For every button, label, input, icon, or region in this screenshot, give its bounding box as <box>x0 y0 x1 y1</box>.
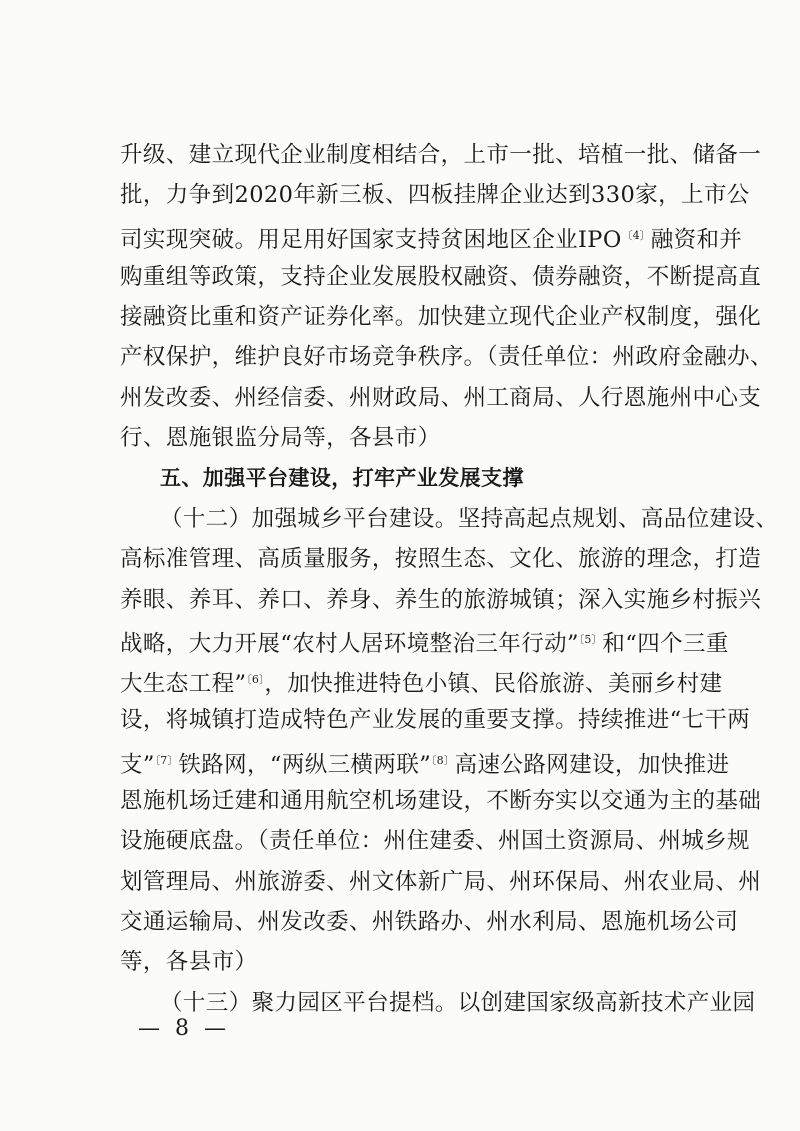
body-line: 等，各县市） <box>120 949 258 975</box>
body-line <box>120 221 743 255</box>
footnote-ref: 〔4〕 <box>621 229 651 242</box>
body-line: 设施硬底盘。（责任单位：州住建委、州国土资源局、州城乡规 <box>120 828 750 854</box>
section-heading: 五、加强平台建设，打牢产业发展支撑 <box>160 466 524 490</box>
body-line <box>120 625 729 659</box>
page-number: — 8 — <box>138 1016 230 1041</box>
line-text: 战略，大力开展“农村人居环境整治三年行动” <box>120 631 579 657</box>
footnote-ref: 〔5〕 <box>578 633 603 646</box>
line-text: 和“四个三重 <box>602 631 729 657</box>
footnote-ref: 〔8〕 <box>431 754 455 767</box>
line-text: 大生态工程” <box>120 671 247 697</box>
body-line: 设，将城镇打造成特色产业发展的重要支撑。持续推进“七干两 <box>120 707 751 733</box>
body-line: 高标准管理、高质量服务，按照生态、文化、旅游的理念，打造 <box>120 546 762 572</box>
body-line <box>120 665 723 699</box>
line-text: 高速公路网建设，加快推进 <box>454 752 730 778</box>
body-line: 升级、建立现代企业制度相结合，上市一批、培植一批、储备一 <box>120 142 762 168</box>
line-text: 铁路网，“两纵三横两联” <box>178 752 432 778</box>
body-line: 行、恩施银监分局等，各县市） <box>120 425 441 451</box>
body-line <box>120 746 730 780</box>
body-line: 划管理局、州旅游委、州文体新广局、州环保局、州农业局、州 <box>120 869 762 895</box>
line-text: 融资和并 <box>650 227 743 253</box>
body-line: 养眼、养耳、养口、养身、养生的旅游城镇；深入实施乡村振兴 <box>120 587 762 613</box>
body-line: 交通运输局、州发改委、州铁路办、州水利局、恩施机场公司 <box>120 909 739 935</box>
line-text: ，加快推进特色小镇、民俗旅游、美丽乡村建 <box>264 671 723 697</box>
footnote-ref: 〔6〕 <box>246 673 265 686</box>
body-line: 州发改委、州经信委、州财政局、州工商局、人行恩施州中心支 <box>120 385 762 411</box>
paragraph-start: （十三）聚力园区平台提档。以创建国家级高新技术产业园 <box>160 990 756 1016</box>
body-line: 产权保护，维护良好市场竞争秩序。（责任单位：州政府金融办、 <box>120 344 773 370</box>
footnote-ref: 〔7〕 <box>154 754 179 767</box>
body-line: 购重组等政策，支持企业发展股权融资、债券融资，不断提高直 <box>120 264 762 290</box>
body-line: 恩施机场迁建和通用航空机场建设，不断夯实以交通为主的基础 <box>120 788 762 814</box>
line-text: 支” <box>120 752 155 778</box>
body-line: 批，力争到2020年新三板、四板挂牌企业达到330家，上市公 <box>120 182 750 208</box>
body-line: 接融资比重和资产证券化率。加快建立现代企业产权制度，强化 <box>120 304 762 330</box>
paragraph-start: （十二）加强城乡平台建设。坚持高起点规划、高品位建设、 <box>160 506 779 532</box>
line-text: 司实现突破。用足用好国家支持贫困地区企业IPO <box>120 227 622 253</box>
